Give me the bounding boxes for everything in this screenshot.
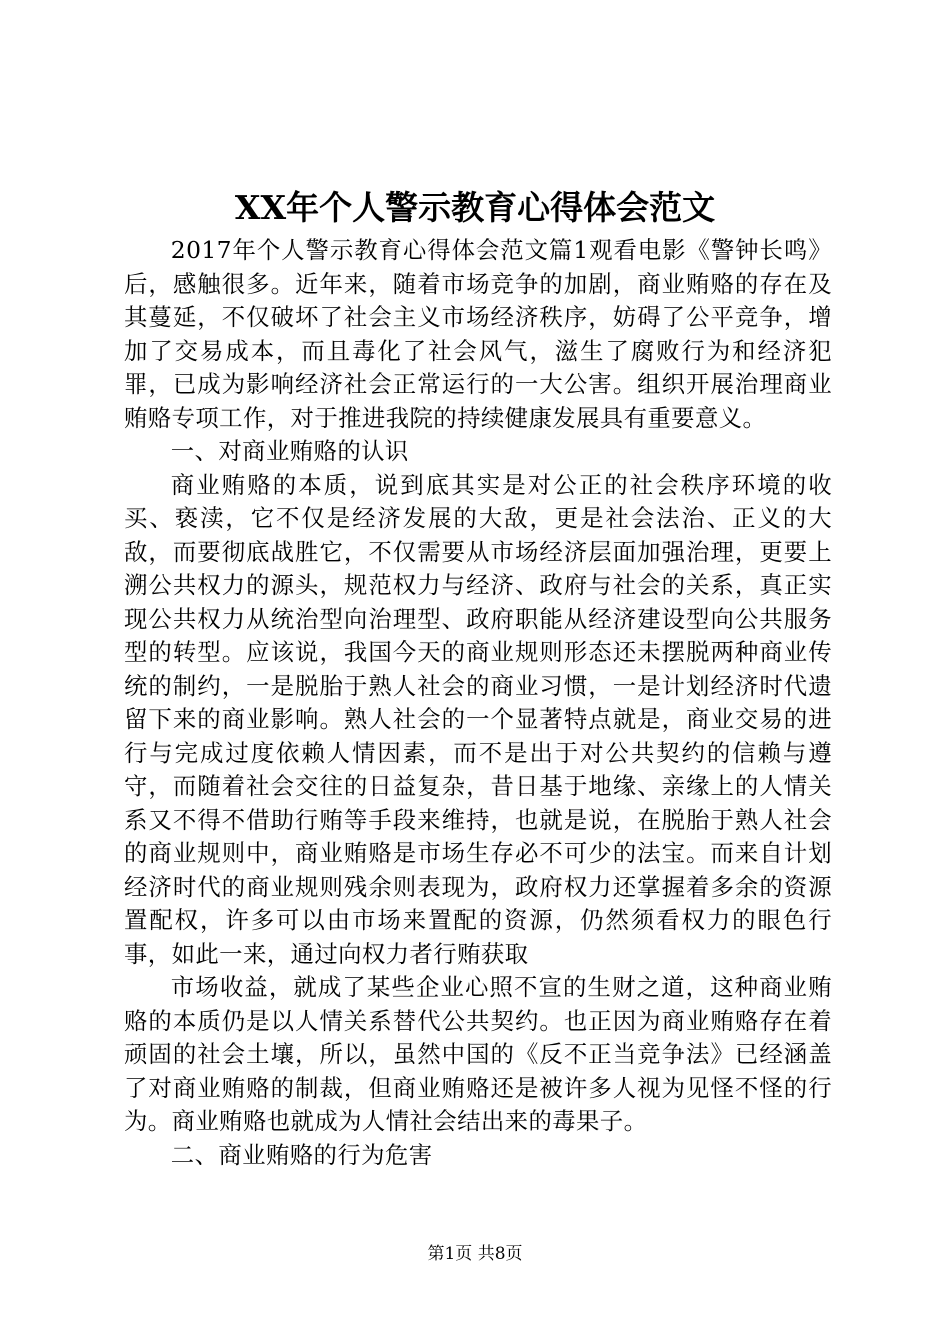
- document-body: [124, 234, 832, 1172]
- page-number-footer: 第1页 共8页: [427, 1244, 523, 1264]
- paragraph-intro: 2017年个人警示教育心得体会范文篇1观看电影《警钟长鸣》后，感触很多。近年来，随着市场竞争的加剧，商业贿赂的存在及其蔓延，不仅破坏了社会主义市场经济秩序，妨碍了公平竞争，增加了交易成本，而且毒化了社会风气，滋生了腐败行为和经济犯罪，已成为影响经济社会正常运行的一大公害。组织开展治理商业贿赂专项工作，对于推进我院的持续健康发展具有重要意义。: [124, 236, 832, 432]
- section-heading-2: 二、商业贿赂的行为危害: [170, 1140, 433, 1169]
- section-heading-1: 一、对商业贿赂的认识: [170, 437, 409, 465]
- paragraph-essence: 商业贿赂的本质，说到底其实是对公正的社会秩序环境的收买、亵渎，它不仅是经济发展的大敌，更是社会法治、正义的大敌，而要彻底战胜它，不仅需要从市场经济层面加强治理，更要上溯公共权力的源头，规范权力与经济、政府与社会的关系，真正实现公共权力从统治型向治理型、政府职能从经济建设型向公共服务型的转型。应该说，我国今天的商业规则形态还未摆脱两种商业传统的制约，一是脱胎于熟人社会的商业习惯，一是计划经济时代遗留下来的商业影响。熟人社会的一个显著特点就是，商业交易的进行与完成过度依赖人情因素，而不是出于对公共契约的信赖与遵守，而随着社会交往的日益复杂，昔日基于地缘、亲缘上的人情关系又不得不借助行贿等手段来维持，也就是说，在脱胎于熟人社会的商业规则中，商业贿赂是市场生存必不可少的法宝。而来自计划经济时代的商业规则残余则表现为，政府权力还掌握着多余的资源置配权，许多可以由市场来置配的资源，仍然须看权力的眼色行事，如此一来，通过向权力者行贿获取: [124, 470, 832, 968]
- document-title: XX年个人警示教育心得体会范文: [234, 188, 716, 227]
- paragraph-market-gain: 市场收益，就成了某些企业心照不宣的生财之道，这种商业贿赂的本质仍是以人情关系替代公共契约。也正因为商业贿赂存在着顽固的社会土壤，所以，虽然中国的《反不正当竞争法》已经涵盖了对商业贿赂的制裁，但商业贿赂还是被许多人视为见怪不怪的行为。商业贿赂也就成为人情社会结出来的毒果子。: [124, 973, 832, 1135]
